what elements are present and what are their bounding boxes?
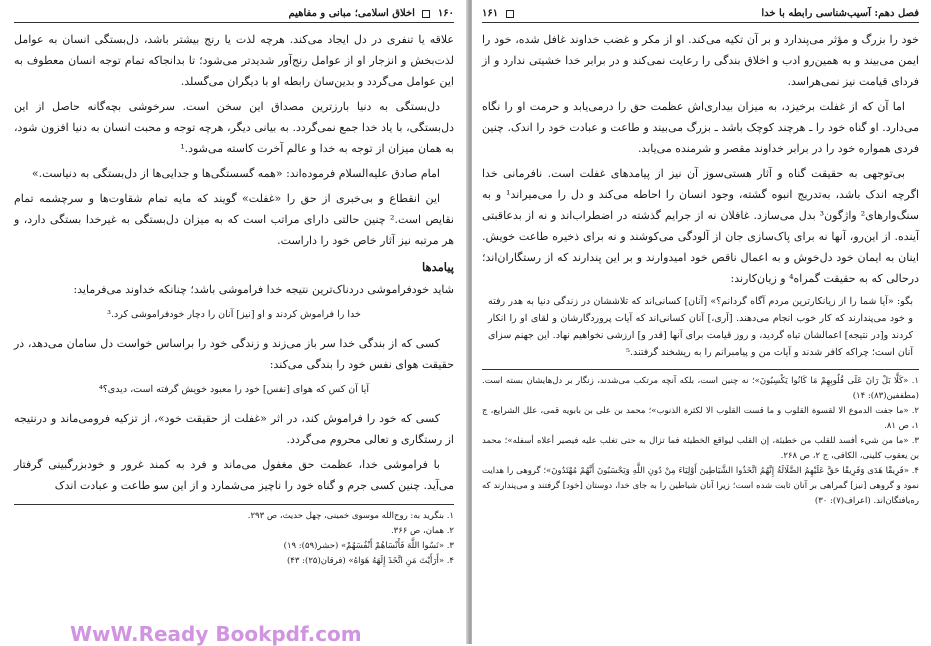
footnote: ۴. «فَرِيقًا هَدَى وَفَرِيقًا حَقَّ عَلَيْهِمُ الضَّلَالَةُ إِنَّهُمُ اتَّخَذُوا الشَّيَاطِينَ أَوْلِيَاءَ مِنْ دُونِ اللَّهِ وَيَحْسَبُونَ أَنَّهُمْ مُهْتَدُونَ»؛ گروهی را هدایت نمود و گروهی [نیز] گمراهی بر آنان ثابت شده است؛ زیرا آنان شیاطین را به جای خدا، دوستان [خود] گرفتند و می‌پندارند که ره‌یافتگان‌اند. (اعراف(۷): ۳۰) xyxy=(482,466,919,506)
square-bullet-icon xyxy=(422,10,430,18)
paragraph: اما آن که از غفلت برخیزد، به میزان بیداری‌اش عظمت حق را درمی‌یابد و حرمت او را نگاه می‌دارد. او گناه خود را ـ هرچند کوچک باشد ـ بزرگ می‌بیند و طاعت و عبادت خود را اندک. چنین فردی همواره خود را در برابر خداوند مقصر و شرمنده می‌یابد. xyxy=(482,100,919,155)
footnote: ۲. «ما جفت الدموع الا لقسوة القلوب و ما قست القلوب الا لكثرة الذنوب»؛ محمد بن علی بن بابویه قمی، علل الشرایع، ج ۱، ص ۸۱. xyxy=(482,406,919,431)
paragraph: شاید خودفراموشی دردناک‌ترین نتیجه خدا فراموشی باشد؛ چنانکه خداوند می‌فرماید: xyxy=(73,283,454,296)
paragraph: کسی که از بندگی خدا سر باز می‌زند و زندگی خود را براساس خواست دل سامان می‌دهد، در حقیقت هوای نفس خود را بندگی می‌کند: xyxy=(14,337,454,371)
page-header xyxy=(482,8,919,23)
paragraph: دل‌بستگی به دنیا بارزترین مصداق این سخن است. سرخوشی بچه‌گانه حاصل از این دل‌بستگی، با یاد خدا جمع نمی‌گردد. به بیانی دیگر، هرچه توجه و محبت انسان به دنیا افزون شود، به همان میزان از توجه به خدا و عالم آخرت کاسته می‌شود.¹ xyxy=(14,100,454,155)
running-title: فصل دهم: آسیب‌شناسی رابطه با خدا xyxy=(761,8,919,19)
quran-quote: آیا آن کس که هوای [نفس] خود را معبود خویش گرفته است، دیدی؟⁴ xyxy=(98,384,370,395)
paragraph: این انقطاع و بی‌خبری از حق را «غفلت» گویند که مایه تمام شقاوت‌ها و سرچشمه تمام نقایص است.² چنین حالتی دارای مراتب است که به میزان دل‌بستگی به غیرخدا بستگی دارد، و هر مرتبه نیز آثار خاص خود را داراست. xyxy=(14,192,454,247)
footnote: ۲. همان، ص ۳۶۶. xyxy=(390,526,454,536)
footnote: ۴. «أَرَأَيْتَ مَنِ اتَّخَذَ إِلَهَهُ هَوَاهُ» (فرقان(۲۵): ۴۳) xyxy=(286,556,454,566)
paragraph: با فراموشی خدا، عظمت حق مغفول می‌ماند و فرد به کمند غرور و خودبزرگبینی گرفتار می‌آید. چنین کسی جرم و گناه خود را ناچیز می‌شمارد و از این سو طاعت و عبادت اندک xyxy=(14,458,454,492)
footnote: ۱. بنگرید به: روح‌الله موسوی خمینی، چهل حدیث، ص ۲۹۳. xyxy=(247,511,454,521)
footnotes xyxy=(14,504,454,569)
paragraph: علاقه یا تنفری در دل ایجاد می‌کند. هرچه لذت یا رنج بیشتر باشد، دل‌بستگی انسان به عوامل لذت‌بخش و انزجار او از عوامل رنج‌آور شدیدتر می‌شود؛ تا بدانجاکه تمام توجه انسان معطوف به این عوامل می‌گردد و بدین‌سان رابطه او با دیگران می‌گسلد. xyxy=(14,33,454,88)
footnotes xyxy=(482,369,919,509)
running-title: اخلاق اسلامی؛ مبانی و مفاهیم xyxy=(288,8,415,19)
paragraph: خود را بزرگ و مؤثر می‌پندارد و بر آن تکیه می‌کند. او از مکر و غضب خداوند غافل شده، خود را ایمن می‌بیند و به همین‌رو ادب و اخلاق بندگی را رعایت نمی‌کند و در برابر خدا خشیتی ندارد و از فردای قیامت نیز نمی‌هراسد. xyxy=(482,33,919,88)
section-heading: پیامدها xyxy=(422,260,454,274)
page-header xyxy=(14,8,454,23)
paragraph: کسی که خود را فراموش کند، در اثر «غفلت از حقیقت خود»، از تزکیه فرومی‌ماند و درنتیجه از رستگاری و تعالی محروم می‌گردد. xyxy=(14,412,454,446)
quran-quote: خدا را فراموش کردند و او [نیز] آنان را دچار خودفراموشی کرد.³ xyxy=(107,309,361,320)
watermark: WwW.Ready Bookpdf.com xyxy=(70,622,362,646)
paragraph: امام صادق علیه‌السلام فرموده‌اند: «همه گسستگی‌ها و جدایی‌ها از دل‌بستگی به دنیاست.» xyxy=(31,167,440,180)
quran-quote: بگو: «آیا شما را از زیانکارترین مردم آگاه گردانم؟» [آنان] کسانی‌اند که تلاششان در زندگی دنیا به هدر رفته و خود می‌پندارند که کار خوب انجام می‌دهند. [آری،] آنان کسانی‌اند که آیات پروردگارشان و لقای او را انکار کردند و[در نتیجه] اعمالشان تباه گردید، و روز قیامت برای آنها [قدر و] ارزشی نخواهیم نهاد. این جهنم سزای آنان است؛ چراکه کافر شدند و آیات من و پیامبرانم را به ریشخند گرفتند.⁵ xyxy=(488,296,913,358)
footnote: ۳. «نَسُوا اللَّهَ فَأَنْسَاهُمْ أَنْفُسَهُمْ» (حشر(۵۹): ۱۹) xyxy=(283,541,454,551)
right-page xyxy=(472,0,931,644)
footnote: ۱. «كَلَّا بَلْ رَانَ عَلَى قُلُوبِهِمْ مَا كَانُوا يَكْسِبُونَ»؛ نه چنین است، بلکه آنچه مرتکب می‌شدند، زنگار بر دل‌هایشان بسته است. (مطففین(۸۳): ۱۴) xyxy=(482,376,919,401)
square-bullet-icon xyxy=(506,10,514,18)
paragraph: بی‌توجهی به حقیقت گناه و آثار هستی‌سوز آن نیز از پیامدهای غفلت است. نافرمانی خدا اگرچه اندک باشد، به‌تدریج انبوه گشته، وجود انسان را احاطه می‌کند و دل را می‌میراند¹ و به سنگ‌وارهای² واژگون³ بدل می‌سازد. غافلان نه از جرایم گذشته در اضطراب‌اند و نه از بدعاقبتی آینده. از این‌رو، آنها نه برای پاک‌سازی جان از آلودگی می‌کوشند و نه برای ذخیره طاعت خویش. اینان به ایمان خود دل‌خوش و به اعمال ناقص خود امیدوارند و بر این پندارند که از رستگاران‌اند؛ درحالی که به حقیقت گمراه⁴ و زیان‌کارند: xyxy=(482,167,920,285)
page-number: ۱۶۱ xyxy=(482,8,499,19)
footnote: ۳. «ما من شيء أفسد للقلب من خطيئة، إن القلب ليواقع الخطيئة فما تزال به حتى تغلب عليه فيصير أعلاه أسفله»؛ محمد بن یعقوب کلینی، الکافی، ج ۲، ص ۲۶۸. xyxy=(482,436,919,461)
page-number: ۱۶۰ xyxy=(437,8,454,19)
